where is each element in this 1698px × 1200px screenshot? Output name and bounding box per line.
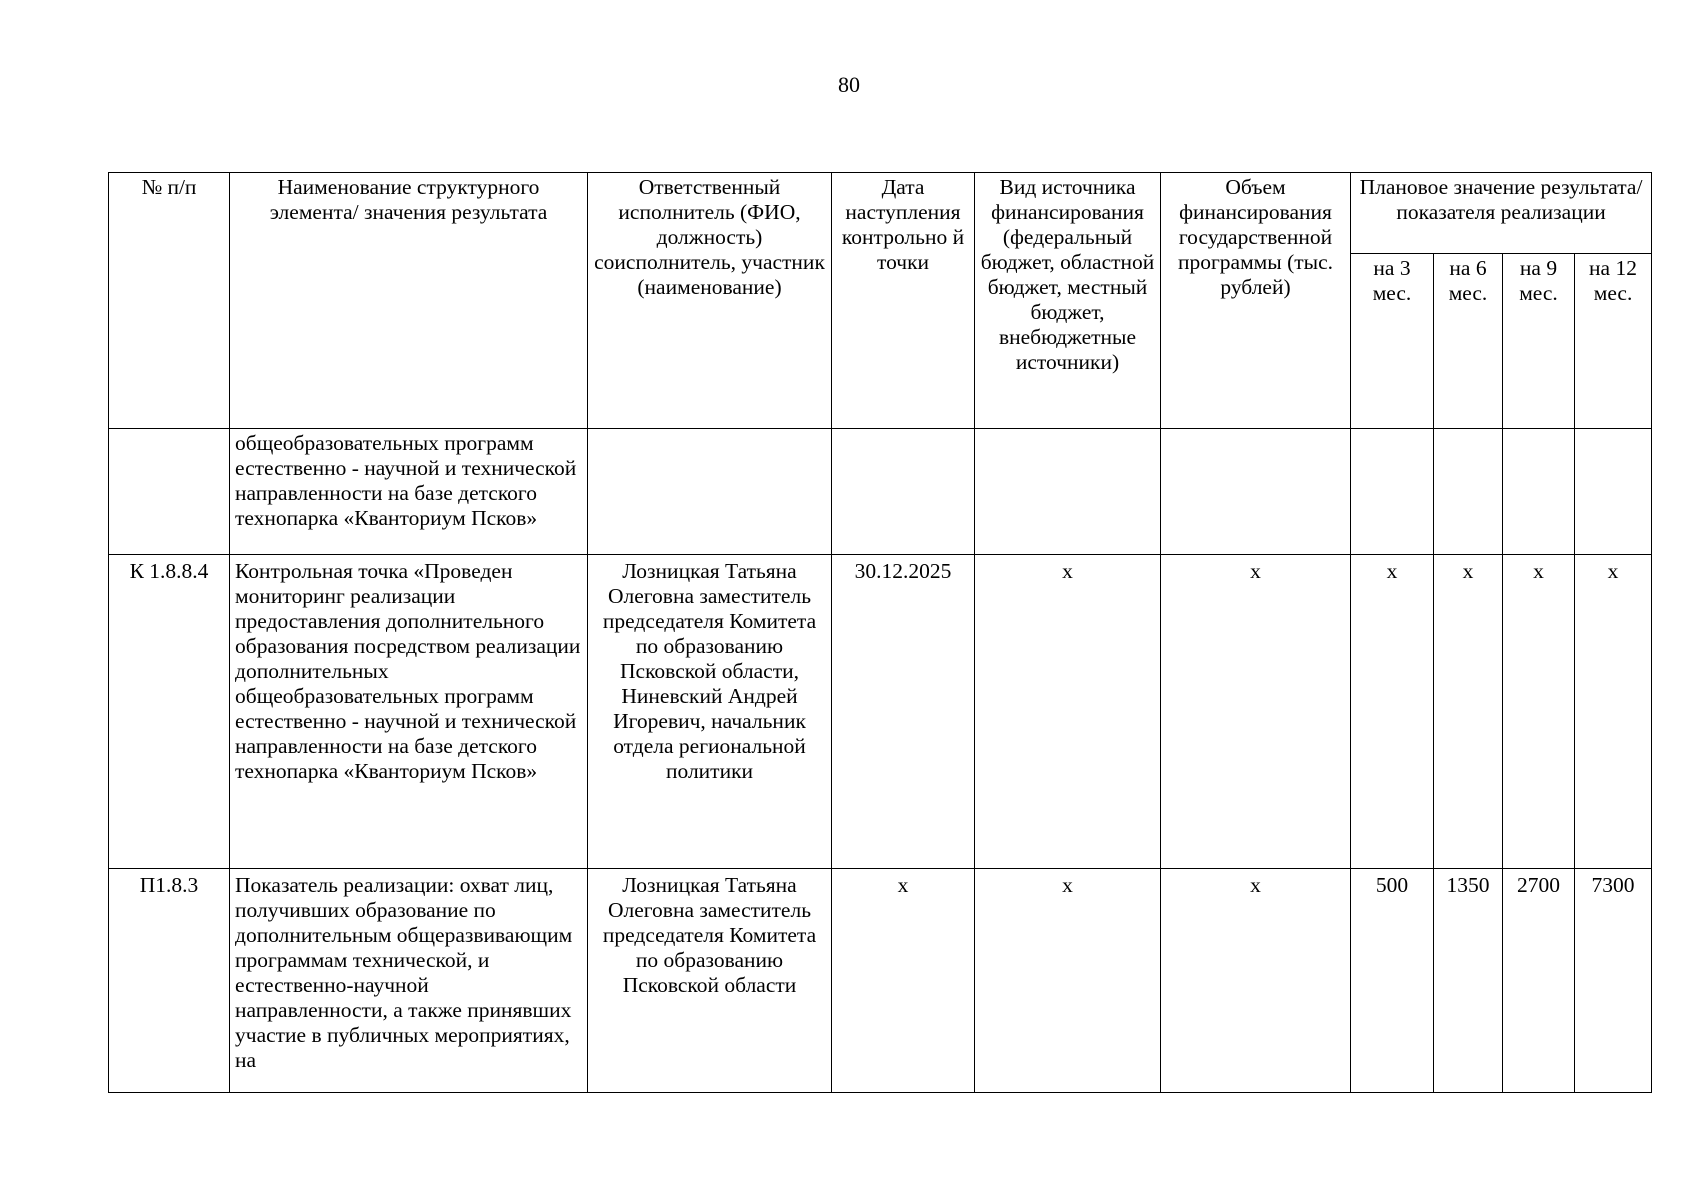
- header-row: [109, 173, 1652, 254]
- cell-date: 30.12.2025: [832, 555, 975, 869]
- cell-m9: x: [1503, 555, 1575, 869]
- cell-m3: 500: [1351, 869, 1434, 1093]
- cell-num: [109, 429, 230, 555]
- header-num: № п/п: [109, 173, 230, 429]
- cell-num: К 1.8.8.4: [109, 555, 230, 869]
- program-table: [108, 172, 1652, 1093]
- cell-m3: [1351, 429, 1434, 555]
- table-row: [109, 869, 1652, 1093]
- cell-m12: 7300: [1575, 869, 1652, 1093]
- table-row: [109, 429, 1652, 555]
- cell-m6: [1434, 429, 1503, 555]
- cell-name: Контрольная точка «Проведен мониторинг реализации предоставления дополнительного образования посредством реализации дополнительных общеобразовательных программ естественно - научной и технической направленности на базе детского технопарка «Кванториум Псков»: [230, 555, 588, 869]
- table-row: [109, 555, 1652, 869]
- header-date: Дата наступления контрольно й точки: [832, 173, 975, 429]
- cell-responsible: Лозницкая Татьяна Олеговна заместитель председателя Комитета по образованию Псковской области, Ниневский Андрей Игоревич, начальник отдела региональной политики: [588, 555, 832, 869]
- cell-m6: 1350: [1434, 869, 1503, 1093]
- cell-m12: [1575, 429, 1652, 555]
- header-planned: Плановое значение результата/показателя реализации: [1351, 173, 1652, 254]
- cell-responsible: Лозницкая Татьяна Олеговна заместитель председателя Комитета по образованию Псковской области: [588, 869, 832, 1093]
- header-source: Вид источника финансирования (федеральный бюджет, областной бюджет, местный бюджет, внебюджетные источники): [975, 173, 1161, 429]
- cell-responsible: [588, 429, 832, 555]
- cell-volume: x: [1161, 869, 1351, 1093]
- page-number: 80: [838, 72, 860, 97]
- header-m3: на 3 мес.: [1351, 254, 1434, 429]
- cell-m6: x: [1434, 555, 1503, 869]
- cell-name: Показатель реализации: охват лиц, получивших образование по дополнительным общеразвивающим программам технической, и естественно-научной направленности, а также принявших участие в публичных мероприятиях, на: [230, 869, 588, 1093]
- header-name: Наименование структурного элемента/ значения результата: [230, 173, 588, 429]
- cell-m3: x: [1351, 555, 1434, 869]
- cell-date: [832, 429, 975, 555]
- cell-m9: [1503, 429, 1575, 555]
- cell-source: x: [975, 555, 1161, 869]
- cell-date: x: [832, 869, 975, 1093]
- cell-m9: 2700: [1503, 869, 1575, 1093]
- header-m12: на 12 мес.: [1575, 254, 1652, 429]
- cell-source: [975, 429, 1161, 555]
- cell-name: общеобразовательных программ естественно - научной и технической направленности на базе детского технопарка «Кванториум Псков»: [230, 429, 588, 555]
- header-volume: Объем финансирования государственной программы (тыс. рублей): [1161, 173, 1351, 429]
- cell-volume: x: [1161, 555, 1351, 869]
- cell-m12: x: [1575, 555, 1652, 869]
- cell-volume: [1161, 429, 1351, 555]
- header-m9: на 9 мес.: [1503, 254, 1575, 429]
- header-m6: на 6 мес.: [1434, 254, 1503, 429]
- cell-source: x: [975, 869, 1161, 1093]
- cell-num: П1.8.3: [109, 869, 230, 1093]
- header-responsible: Ответственный исполнитель (ФИО, должность) соисполнитель, участник (наименование): [588, 173, 832, 429]
